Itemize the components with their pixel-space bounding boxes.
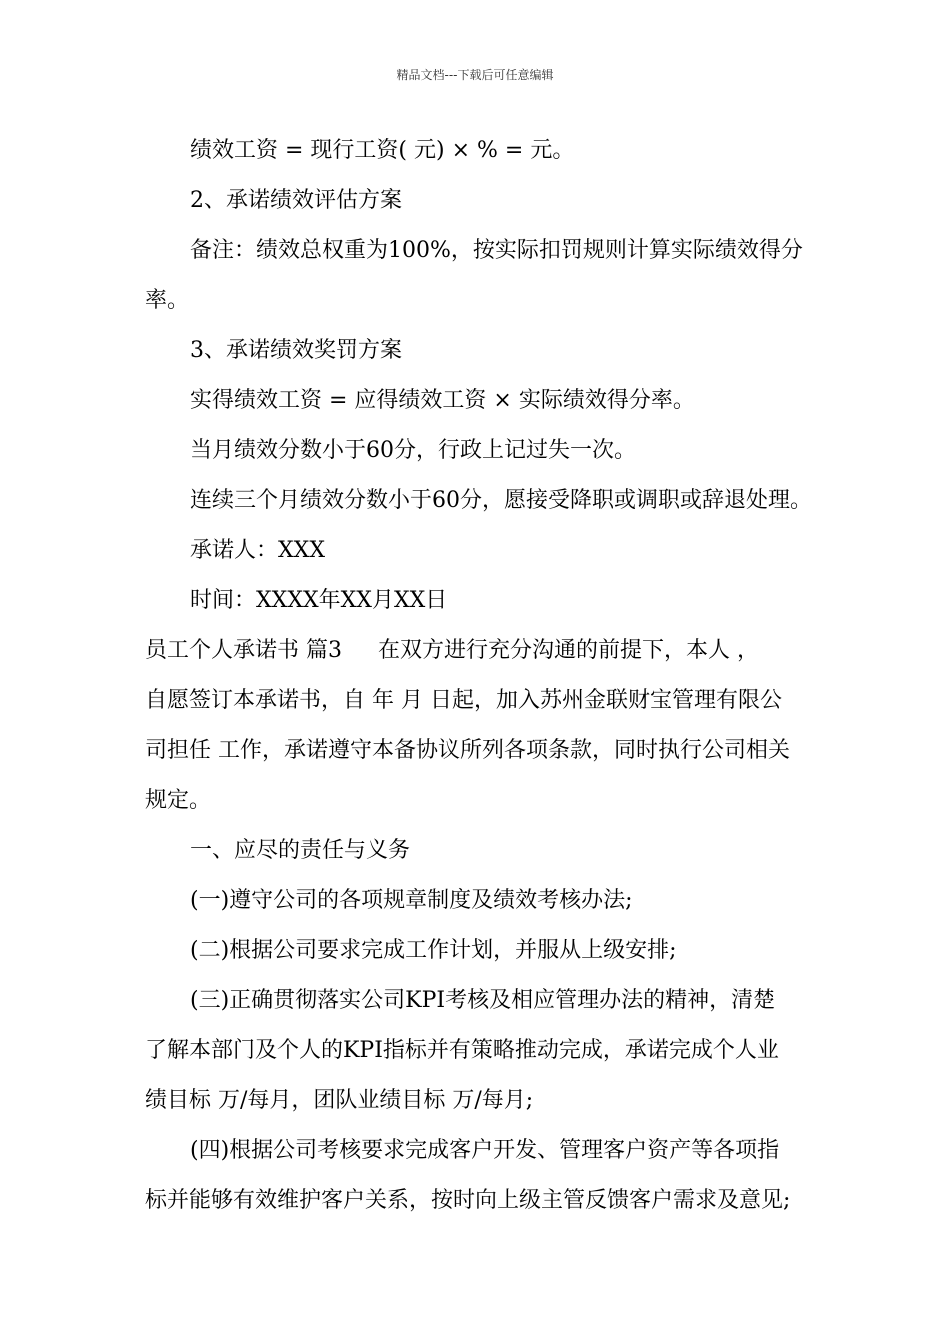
- paragraph-line: 实得绩效工资 = 应得绩效工资 × 实际绩效得分率。: [190, 388, 695, 413]
- date-line: 时间：XXXX年XX月XX日: [190, 588, 448, 613]
- list-item-continuation: 绩目标 万/每月，团队业绩目标 万/每月;: [145, 1088, 534, 1113]
- section-title: 员工个人承诺书 篇3: [145, 638, 342, 663]
- paragraph-line: 规定。: [145, 788, 212, 813]
- paragraph-line: 自愿签订本承诺书，自 年 月 日起，加入苏州金联财宝管理有限公: [145, 688, 782, 713]
- list-item-continuation: 了解本部门及个人的KPI指标并有策略推动完成，承诺完成个人业: [145, 1038, 779, 1063]
- paragraph-line: 连续三个月绩效分数小于60分，愿接受降职或调职或辞退处理。: [190, 488, 812, 513]
- paragraph-line: 司担任 工作，承诺遵守本备协议所列各项条款，同时执行公司相关: [145, 738, 790, 763]
- section-intro: 在双方进行充分沟通的前提下，本人 ，: [378, 638, 759, 663]
- paragraph-line: 3、承诺绩效奖罚方案: [190, 338, 402, 363]
- list-item-continuation: 标并能够有效维护客户关系，按时向上级主管反馈客户需求及意见;: [145, 1188, 791, 1213]
- list-item: (三)正确贯彻落实公司KPI考核及相应管理办法的精神，清楚: [190, 988, 776, 1013]
- signatory-line: 承诺人：XXX: [190, 538, 325, 563]
- list-item: (一)遵守公司的各项规章制度及绩效考核办法;: [190, 888, 633, 913]
- page-header: 精品文档---下载后可任意编辑: [396, 68, 554, 82]
- paragraph-line: 当月绩效分数小于60分，行政上记过失一次。: [190, 438, 636, 463]
- list-item: (四)根据公司考核要求完成客户开发、管理客户资产等各项指: [190, 1138, 780, 1163]
- list-item: (二)根据公司要求完成工作计划，并服从上级安排;: [190, 938, 677, 963]
- paragraph-line: 率。: [145, 288, 190, 313]
- paragraph-line: 绩效工资 = 现行工资( 元) × % = 元。: [190, 138, 575, 163]
- paragraph-line: 2、承诺绩效评估方案: [190, 188, 402, 213]
- subsection-heading: 一、应尽的责任与义务: [190, 838, 411, 863]
- section-heading-line: [145, 637, 759, 665]
- paragraph-line: 备注：绩效总权重为100%，按实际扣罚规则计算实际绩效得分: [190, 238, 803, 263]
